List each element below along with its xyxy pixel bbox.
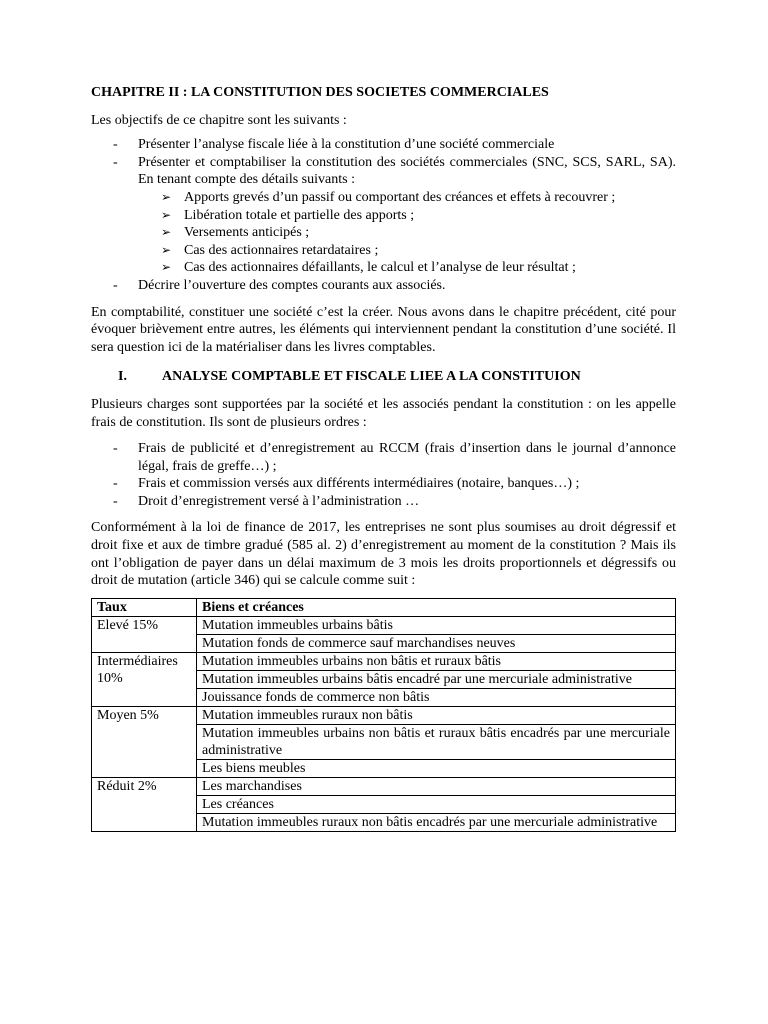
- detail-text: Libération totale et partielle des apports ;: [184, 207, 415, 223]
- fee-text: Frais et commission versés aux différents intermédiaires (notaire, banques…) ;: [138, 476, 580, 492]
- detail-item: [138, 242, 676, 260]
- paragraph-charges: Plusieurs charges sont supportées par la société et les associés pendant la constitution : on les appelle frais de constitution. Ils sont de plusieurs ordres :: [91, 396, 676, 430]
- detail-item: [138, 224, 676, 242]
- rate-cell: Réduit 2%: [92, 777, 197, 831]
- item-cell: Les marchandises: [197, 777, 676, 795]
- fee-item: [91, 440, 676, 475]
- section-number: I.: [118, 369, 127, 385]
- table-row: [92, 616, 676, 634]
- detail-text: Versements anticipés ;: [184, 225, 310, 241]
- table-row: [92, 706, 676, 724]
- chapter-title: CHAPITRE II : LA CONSTITUTION DES SOCIETES COMMERCIALES: [91, 85, 549, 100]
- table-header-row: [92, 598, 676, 616]
- details-list: [138, 189, 676, 277]
- arrow-bullet-icon: ➢: [161, 225, 172, 240]
- fee-item: [91, 475, 676, 493]
- objective-item: [91, 136, 676, 154]
- document-page: [91, 84, 676, 832]
- rates-table: [91, 598, 676, 832]
- item-cell: Mutation immeubles urbains bâtis encadré par une mercuriale administrative: [197, 670, 676, 688]
- fee-text: Droit d’enregistrement versé à l’administration …: [138, 493, 420, 509]
- dash-bullet: -: [113, 277, 118, 293]
- objective-text: Présenter et comptabiliser la constitution des sociétés commerciales (SNC, SCS, SARL, SA). En tenant compte des détails suivants :: [138, 154, 676, 188]
- item-cell: Mutation fonds de commerce sauf marchandises neuves: [197, 634, 676, 652]
- dash-bullet: -: [113, 154, 118, 170]
- rate-cell: Elevé 15%: [92, 616, 197, 652]
- fee-item: [91, 493, 676, 511]
- item-cell: Mutation immeubles urbains bâtis: [197, 616, 676, 634]
- arrow-bullet-icon: ➢: [161, 189, 172, 204]
- arrow-bullet-icon: ➢: [161, 207, 172, 222]
- item-cell: Mutation immeubles ruraux non bâtis encadrés par une mercuriale administrative: [197, 813, 676, 831]
- table-row: [92, 652, 676, 670]
- objective-item: [91, 277, 676, 295]
- item-cell: Jouissance fonds de commerce non bâtis: [197, 688, 676, 706]
- dash-bullet: -: [113, 441, 118, 457]
- item-cell: Les biens meubles: [197, 759, 676, 777]
- item-cell: Mutation immeubles ruraux non bâtis: [197, 706, 676, 724]
- objective-text: Décrire l’ouverture des comptes courants aux associés.: [138, 277, 446, 293]
- objective-item: [91, 154, 676, 277]
- paragraph-loi-finance: Conformément à la loi de finance de 2017, les entreprises ne sont plus soumises au droit dégressif et droit fixe et aux de timbre gradué (585 al. 2) d’enregistrement au moment de la constitution ? Mais ils ont l’obligation de payer dans un délai maximum de 3 mois les droits proportionnels et dégressifs ou droit de mutation (article 346) qui se calcule comme suit :: [91, 520, 676, 589]
- dash-bullet: -: [113, 476, 118, 492]
- header-taux: Taux: [92, 598, 197, 616]
- fee-text: Frais de publicité et d’enregistrement au RCCM (frais d’insertion dans le journal d’annonce légal, frais de greffe…) ;: [138, 441, 676, 474]
- fees-list: [91, 440, 676, 510]
- table-row: [92, 777, 676, 795]
- arrow-bullet-icon: ➢: [161, 260, 172, 275]
- section-heading: [91, 368, 676, 386]
- paragraph-comptabilite: En comptabilité, constituer une société c’est la créer. Nous avons dans le chapitre précédent, cité pour évoquer brièvement entre autres, les éléments qui interviennent pendant la constitution d’une société. Il sera question ici de la matérialiser dans les livres comptables.: [91, 304, 676, 355]
- dash-bullet: -: [113, 493, 118, 509]
- header-biens: Biens et créances: [197, 598, 676, 616]
- detail-item: [138, 259, 676, 277]
- item-cell: Mutation immeubles urbains non bâtis et ruraux bâtis encadrés par une mercuriale administrative: [197, 724, 676, 759]
- detail-text: Apports grevés d’un passif ou comportant des créances et effets à recouvrer ;: [184, 189, 616, 205]
- intro-text: Les objectifs de ce chapitre sont les suivants :: [91, 112, 347, 128]
- detail-text: Cas des actionnaires retardataires ;: [184, 242, 379, 258]
- detail-text: Cas des actionnaires défaillants, le calcul et l’analyse de leur résultat ;: [184, 260, 576, 276]
- rate-cell: Intermédiaires 10%: [92, 652, 197, 706]
- item-cell: Mutation immeubles urbains non bâtis et ruraux bâtis: [197, 652, 676, 670]
- arrow-bullet-icon: ➢: [161, 242, 172, 257]
- dash-bullet: -: [113, 137, 118, 153]
- objectives-list: [91, 136, 676, 294]
- detail-item: [138, 189, 676, 207]
- item-cell: Les créances: [197, 795, 676, 813]
- objective-text: Présenter l’analyse fiscale liée à la constitution d’une société commerciale: [138, 137, 555, 153]
- section-title: ANALYSE COMPTABLE ET FISCALE LIEE A LA CONSTITUION: [162, 369, 581, 385]
- rate-cell: Moyen 5%: [92, 706, 197, 777]
- detail-item: [138, 207, 676, 225]
